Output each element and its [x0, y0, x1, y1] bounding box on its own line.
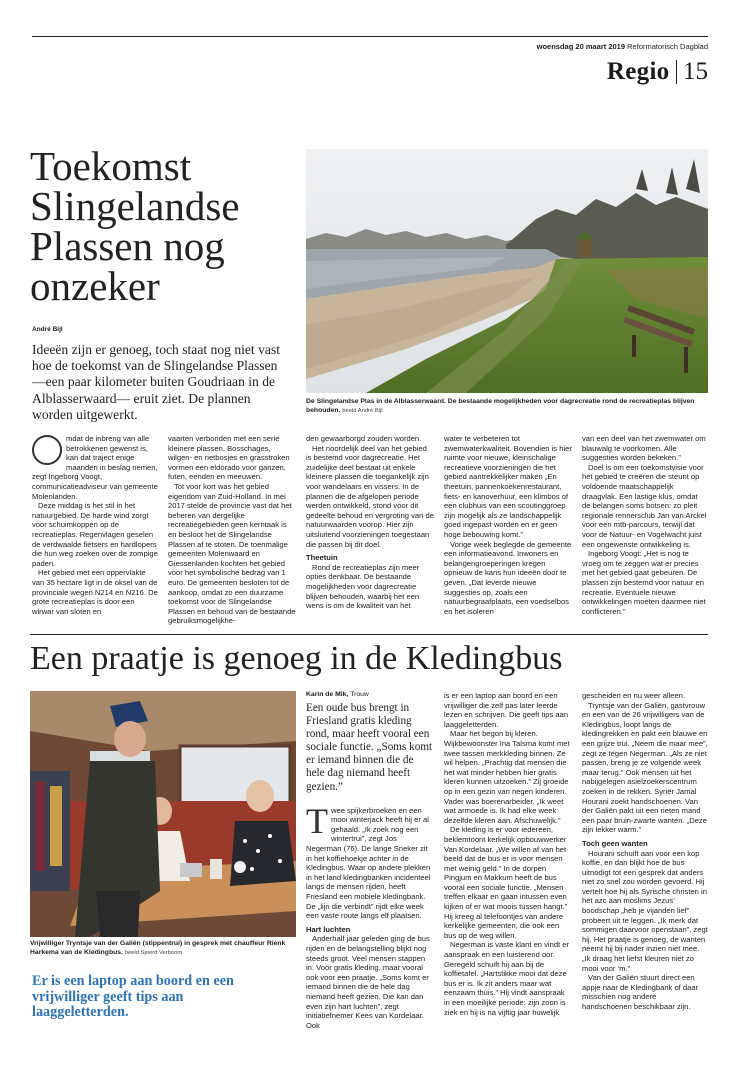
article2-column-4	[582, 691, 708, 1012]
article1-headline	[30, 143, 300, 309]
issue-date: woensdag 20 maart 2019	[536, 42, 626, 51]
photo-credit: beeld André Bijl	[342, 407, 383, 414]
lake-photo	[306, 149, 708, 393]
article2-column-2	[306, 691, 434, 1030]
photo-credit: beeld Sjoerd Verboom	[124, 949, 183, 956]
paragraph: Het gebied met een oppervlakte van 35 hectare ligt in de oksel van de provinciale wegen N214 en N216. De grote recreatieplas is door een wirwar van sloten en	[32, 568, 158, 616]
paragraph: De kleding is er voor iedereen, beklemtoont kerkelijk opbouwwerker Van Kordelaar. „We willen af van het beeld dat de bus er is voor mensen met weinig geld.” In de dorpen Pingjum en Makkum heeft de bus vooral een sociale functie. „Mensen treffen elkaar en gaan intussen even kijken of er wat moois tussen hangt.” Hij kreeg al telefoontjes van andere kerkelijke gemeenten, die ook een bus op de weg willen.	[444, 825, 568, 940]
top-rule	[32, 36, 708, 37]
paragraph: van een deel van het zwemwater om blauwalg te voorkomen. Alle suggesties worden bekeken.”	[582, 434, 706, 463]
subheading: Theetuin	[306, 553, 338, 563]
paragraph: is er een laptop aan boord en een vrijwilliger die zelf pas later leerde lezen en schrijven. Die geeft tips aan laaggeletterden.	[444, 691, 569, 729]
dropcap-t: T	[306, 800, 328, 841]
article1-column-5	[582, 434, 708, 616]
caption-text: De Slingelandse Plas in de Alblasserwaard. De bestaande mogelijkheden voor dagrecreatie rond de recreatieplas blijven behouden.	[306, 398, 695, 414]
headline-line: Plassen nog	[30, 223, 225, 269]
paragraph: Maar het begon bij kleren. Wijkbewoonster Ina Talsma komt met twee tassen merkkleding binnen. Ze wil helpen. „Prachtig dat mensen die het wat minder hebben hier gratis kleren kunnen uitzoeken.” Zij groeide op in een gezin van negen kinderen. Vader was boerenarbeider. „Ik weet wat armoede is. Ik had elke week dezelfde kleren aan. Afschuwelijk.”	[444, 729, 570, 825]
bus-interior-image	[30, 691, 296, 937]
paragraph: Van der Galiën stuurt direct een appje naar de Kledingbank of daar misschien nog andere handschoenen beschikbaar zijn.	[582, 973, 699, 1011]
article1-column-2	[168, 434, 296, 626]
article2-byline	[306, 691, 434, 698]
paragraph: Tryntsje van der Galiën, gastvrouw en een van de 26 vrijwilligers van de Kledingbus, loopt langs de kledingrekken en pakt een blauwe en een grijze trui. „Neem die maar mee”, zegt ze tegen Negerman. „Als ze niet passen, breng je ze volgende week maar terug.” Ook mensen uit het nabijgelegen asielzoekerscentrum zoeken in de rekken. Syriër Jamal Hourani zoekt handschoenen. Van der Galiën pakt uit een rieten mand een paar bruin-zwarte wanten. „Deze zijn lekker warm.”	[582, 700, 708, 835]
lake-landscape-image	[306, 149, 708, 393]
paragraph: Ingeborg Voogt: „Het is nog te vroeg om te zeggen wat er precies met het gebied gaat gebeuren. De plassen zijn bestemd voor natuur en recreatie. Eventuele nieuwe ontwikkelingen moeten daarmee niet conflicteren.”	[582, 549, 706, 616]
pull-quote: Er is een laptop aan boord en een vrijwilliger geeft tips aan laaggeletterden.	[32, 973, 234, 1020]
byline-name: Karin de Mik,	[306, 691, 349, 698]
article2-column-3	[444, 691, 572, 1017]
paragraph: Deze middag is het stil in het natuurgebied. De harde wind zorgt voor schuimkoppen op de recreatieplas. Regenvlagen geselen de verdwaalde fietsers en hardlopers die hun weg zoeken over de zompige paden.	[32, 501, 158, 568]
article2-body-a	[306, 800, 434, 1031]
lake-photo-caption	[306, 398, 708, 415]
article1-intro: Ideeën zijn er genoeg, toch staat nog niet vast hoe de toekomst van de Slingelandse Plassen —een paar kilometer buiten Goudriaan in de Alblasserwaard— eruit ziet. De plannen worden uitgewerkt.	[32, 342, 280, 422]
paragraph: Rond de recreatieplas zijn meer opties denkbaar. De bestaande mogelijkheden voor dagrecreatie blijven behouden, waarbij het een wens is om de kwaliteit van het	[306, 562, 420, 611]
newspaper-name: Reformatorisch Dagblad	[627, 42, 708, 51]
paragraph: water te verbeteren tot zwemwaterkwaliteit. Bovendien is hier ruimte voor nieuwe, kleinschalige recreatieve voorzieningen die het gebied aantrekkelijker maken „En theetuin, pannenkoekenrestaurant, fiets- en kanoverhuur, een klimbos of een clubhuis van een scoutinggroep zijn mogelijk als ze landschappelijk goed ingepast worden en er geen hoge bebouwing komt.”	[444, 434, 572, 539]
article1-column-1	[32, 434, 158, 616]
article1-byline: André Bijl	[32, 326, 63, 333]
headline-line: Toekomst	[30, 143, 192, 189]
paragraph: vaarten verbonden met een serie kleinere plassen. Bosschages, wilgen- en rietbosjes en grasstroken vormen een eldorado voor ganzen, futen, eenden en meeuwen.	[168, 434, 290, 482]
headline-line: onzeker	[30, 263, 160, 309]
caption-text: Vrijwilliger Tryntsje van der Galiën (stippentrui) in gesprek met chauffeur Rienk Harkema van de Kledingbus.	[30, 940, 286, 956]
paragraph: Negerman is vaste klant en vindt er aanspraak en een luisterend oor. Geregeld schuift hij aan bij de koffietafel. „Hartstikke mooi dat deze bus er is. Ik zit anders maar wat eenzaam thuis.” Hij vindt aanspraak in een moeilijke periode: zijn zoon is ziek en hij is na vijftig jaar huwelijk	[444, 940, 570, 1017]
paragraph: Doel is om een toekomstvisie voor het gebied te creëren die steunt op voldoende maatschappelijk draagvlak. Een lastige klus, omdat de belangen soms botsen: zo pleit regionale rennersclub Jan van Arckel voor een mtb-parcours, terwijl dat voor de Natuur- en Vogelwacht juist een ongewenste ontwikkeling is.	[582, 462, 707, 549]
article2-lead: Een oude bus brengt in Friesland gratis kleding rond, maar heeft vooral een sociale functie. „Soms komt er iemand binnen die de hele dag niemand heeft gezien.”	[306, 702, 433, 793]
paragraph: mdat de inbreng van alle betrokkenen gewenst is, kan dat traject enige maanden in beslag nemen, zegt Ingeborg Voogt, communicatieadviseur van gemeente Molenlanden.	[32, 434, 158, 501]
section-title: Regio	[606, 58, 670, 85]
bus-photo-caption	[30, 940, 296, 957]
bus-interior-photo	[30, 691, 296, 937]
subheading: Hart luchten	[306, 924, 351, 934]
article2-headline: Een praatje is genoeg in de Kledingbus	[30, 640, 563, 677]
section-divider	[676, 60, 678, 84]
paragraph: wee spijkerbroeken en een mooi winterjack heeft hij er al gehaald. „Ik zoek nog een wintertrui”, zegt Jos Negerman (76). De lange Sneker zit in het koffiehoekje achter in de Kledingbus. Waar op andere plekken in het land kledingbanken incidenteel langs de mensen rijden, heeft Friesland een mobiele kledingbank. De „lijn die verbindt” rijdt elke week een vaste route langs elf plaatsen.	[306, 805, 431, 921]
paragraph: Tot voor kort was het gebied eigendom van Zuid-Holland. In mei 2017 stelde de provincie vast dat het beheren van dergelijke recreatiegebieden geen kerntaak is en besloot het de Slingelandse Plassen af te stoten. De toenmalige gemeenten Molenwaard en Giessenlanden kochten het gebied voor het symbolische bedrag van 1 euro. De gemeenten besloten tot de aankoop, omdat zo een duurzame toekomst voor de Slingelandse Plassen en behoud van de bestaande gebruiksmogelijkhe-	[168, 481, 296, 626]
article1-column-4	[444, 434, 572, 616]
paragraph: Vorige week beglegde de gemeente een informatieavond. Inwoners en belangengroeperingen kregen opnieuw de kans hun ideeën door te geven. „Dat leverde nieuwe suggesties op, zoals een natuurbegraafplaats, een voedselbos en het isoleren	[444, 539, 572, 616]
paragraph: Het noordelijk deel van het gebied is bestemd voor dagrecreatie. Het zuidelijke deel bestaat uit enkele kleinere plassen die toegankelijk zijn voor wandelaars en vissers. In de plannen die de afgelopen periode werden ontwikkeld, stond voor dit gedeelte behoud en vergroting van de natuurwaarden voorop. Hier zijn uitsluitend voorzieningen toegestaan die passen bij dit doel.	[306, 443, 434, 549]
paragraph: Hourani schuift aan voor een kop koffie, en dan blijkt hoe de bus uitnodigt tot een gesprek dat anders niet zo snel zou worden gevoerd. Hij vertelt hoe hij als Syrische christen in het azc aan moslims Jezus’ boodschap „heb je vijanden lief” probeert uit te leggen. „Ik merk dat sommigen daarvoor openstaan”, zegt hij. Het praatje is genoeg, de wanten neemt hij bij nader inzien niet mee. „Ik draag het liefst kleuren niet zo mooi voor ‘m.”	[582, 848, 708, 973]
paragraph: Anderhalf jaar geleden ging de bus rijden en de belangstelling blijkt nog steeds groot. Veel mensen stappen in. Voor gratis kleding, maar vooral ook voor een praatje. „Soms komt er iemand binnen die de hele dag niemand heeft gezien. Die kan dan even zijn hart luchten”, zegt initiatiefnemer Kees van Kordelaar. Ook	[306, 934, 430, 1030]
headline-line: Slingelandse	[30, 183, 240, 229]
dropcap-o	[32, 435, 62, 465]
subheading: Toch geen wanten	[582, 838, 648, 848]
page-number: 15	[683, 58, 708, 85]
issue-date-line	[537, 42, 708, 51]
paragraph: gescheiden en nu weer alleen.	[582, 691, 686, 700]
article1-column-3	[306, 434, 434, 611]
section-header	[607, 58, 708, 86]
article-divider	[30, 634, 708, 635]
byline-paper: Trouw	[350, 691, 369, 698]
paragraph: den gewaarborgd zouden worden.	[306, 434, 422, 443]
